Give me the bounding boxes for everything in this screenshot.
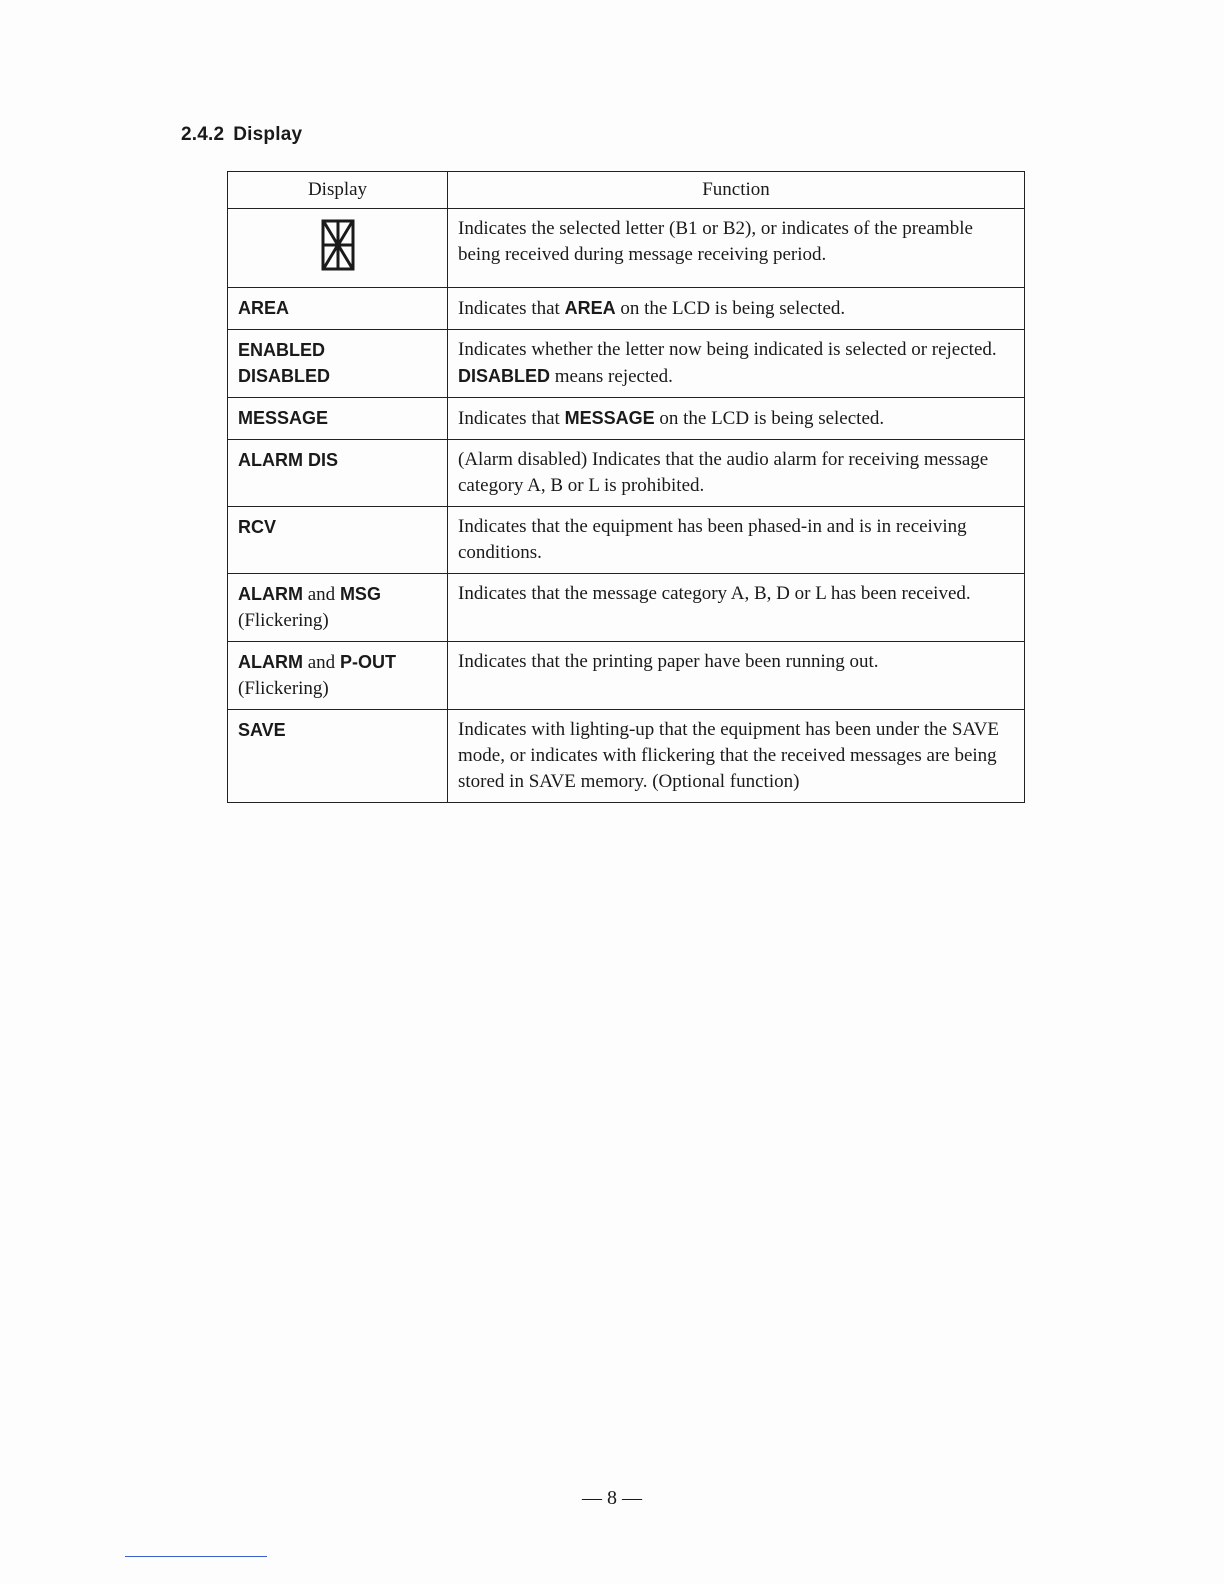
table-row [228, 330, 1025, 398]
label-p-out: P-OUT [339, 652, 396, 672]
page-number: — 8 — [582, 1487, 642, 1509]
label-rcv: RCV [238, 517, 277, 537]
header-function: Function [448, 172, 1025, 209]
section-title: Display [233, 124, 303, 145]
label-and: and [303, 584, 340, 605]
table-row [228, 574, 1025, 642]
display-cell [228, 440, 448, 507]
table-row [228, 507, 1025, 574]
function-cell [448, 398, 1025, 440]
label-and: and [303, 652, 340, 673]
function-keyword: DISABLED [458, 366, 551, 386]
table-row [228, 642, 1025, 710]
function-cell: Indicates with lighting-up that the equipment has been under the SAVE mode, or indicates with flickering that the received messages are being stored in SAVE memory. (Optional function) [448, 710, 1025, 803]
function-cell: Indicates the selected letter (B1 or B2), or indicates of the preamble being received during message receiving period. [448, 209, 1025, 288]
label-disabled: DISABLED [238, 366, 331, 386]
table-row [228, 710, 1025, 803]
label-note: (Flickering) [238, 610, 329, 631]
label-save: SAVE [238, 720, 286, 740]
section-heading [181, 124, 302, 146]
function-cell: (Alarm disabled) Indicates that the audio alarm for receiving message category A, B or L is prohibited. [448, 440, 1025, 507]
label-alarm: ALARM [238, 584, 303, 604]
function-keyword: MESSAGE [564, 408, 655, 428]
function-text: on the LCD is being selected. [615, 298, 846, 319]
header-display: Display [228, 172, 448, 209]
display-cell [228, 574, 448, 642]
label-alarm: ALARM [238, 652, 303, 672]
function-text: on the LCD is being selected. [654, 408, 885, 429]
label-msg: MSG [339, 584, 381, 604]
section-number: 2.4.2 [181, 124, 225, 145]
function-cell: Indicates that the message category A, B, D or L has been received. [448, 574, 1025, 642]
label-note: (Flickering) [238, 678, 329, 699]
table-row [228, 288, 1025, 330]
function-text: Indicates that [458, 408, 565, 429]
function-text: Indicates that [458, 298, 565, 319]
function-text: Indicates whether the letter now being indicated is selected or rejected. [458, 339, 997, 360]
scan-artifact-line [125, 1556, 267, 1557]
function-cell [448, 330, 1025, 398]
function-cell [448, 288, 1025, 330]
label-enabled: ENABLED [238, 340, 326, 360]
table-row [228, 440, 1025, 507]
display-cell [228, 642, 448, 710]
function-text [458, 363, 1014, 390]
function-keyword: AREA [564, 298, 616, 318]
display-cell [228, 507, 448, 574]
display-cell [228, 398, 448, 440]
label-alarm-dis: ALARM DIS [238, 450, 338, 470]
table-row [228, 209, 1025, 288]
function-cell: Indicates that the equipment has been phased-in and is in receiving conditions. [448, 507, 1025, 574]
table-header-row [228, 172, 1025, 209]
display-cell [228, 209, 448, 288]
function-cell: Indicates that the printing paper have been running out. [448, 642, 1025, 710]
16-segment-character-icon [320, 218, 356, 272]
table-row [228, 398, 1025, 440]
display-cell [228, 330, 448, 398]
function-text: means rejected. [550, 366, 673, 387]
label-area: AREA [238, 298, 290, 318]
display-cell [228, 288, 448, 330]
display-cell [228, 710, 448, 803]
label-message: MESSAGE [238, 408, 329, 428]
display-function-table [227, 171, 1025, 803]
